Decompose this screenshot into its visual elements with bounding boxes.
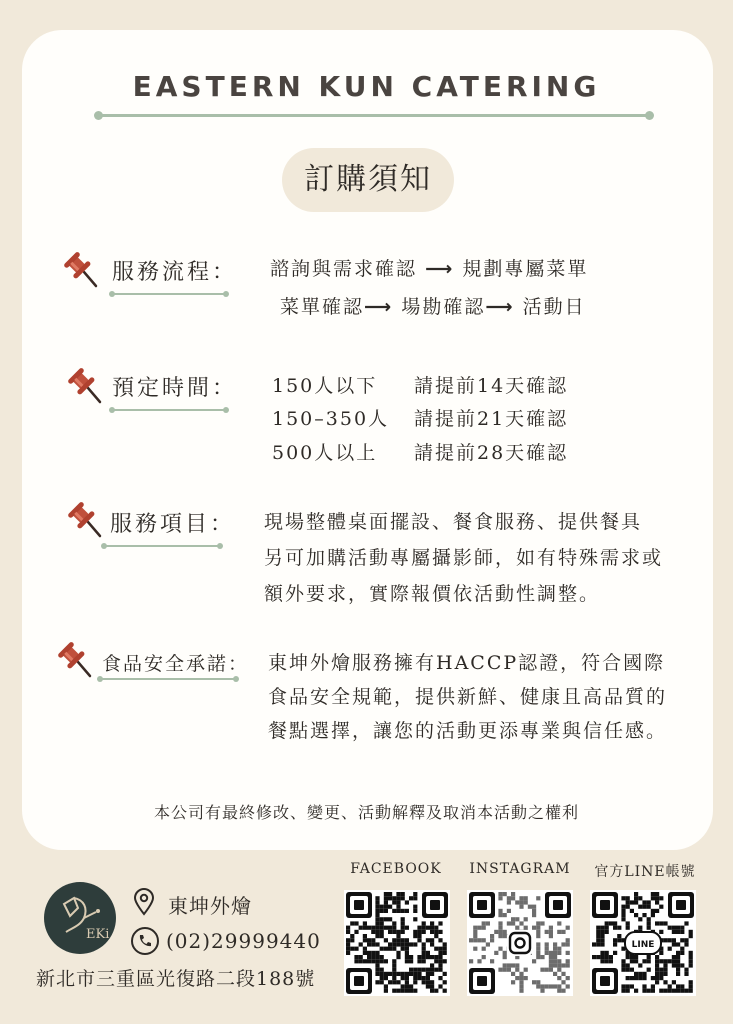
process-line-1 xyxy=(270,254,588,281)
pushpin-icon xyxy=(56,642,96,682)
location-pin-icon xyxy=(132,888,156,916)
process-step: 菜單確認 xyxy=(280,296,365,318)
horse-logo-icon xyxy=(44,882,116,954)
qr-label-facebook: FACEBOOK xyxy=(350,861,442,877)
label-underline xyxy=(100,678,236,680)
process-step: 規劃專屬菜單 xyxy=(462,258,589,280)
company-name: 東坤外燴 xyxy=(168,894,252,918)
safety-label: 食品安全承諾： xyxy=(102,653,250,675)
arrow-icon: ⟶ xyxy=(364,296,394,318)
booking-people: 150–350人 xyxy=(272,408,390,430)
booking-label: 預定時間： xyxy=(112,376,238,401)
disclaimer-notice: 本公司有最終修改、變更、活動解釋及取消本活動之權利 xyxy=(153,803,579,822)
pushpin-icon xyxy=(62,252,102,292)
instagram-qr-code[interactable] xyxy=(467,890,573,996)
label-underline xyxy=(104,545,220,547)
label-underline xyxy=(112,409,226,411)
booking-note: 請提前21天確認 xyxy=(414,408,569,430)
safety-text-line: 東坤外燴服務擁有HACCP認證，符合國際 xyxy=(268,652,666,674)
booking-people: 150人以下 xyxy=(272,375,378,397)
brand-divider xyxy=(98,114,650,117)
safety-text-line: 食品安全規範，提供新鮮、健康且高品質的 xyxy=(268,686,668,708)
qr-label-instagram: INSTAGRAM xyxy=(469,861,571,877)
booking-people: 500人以上 xyxy=(272,442,378,464)
service-text-line: 額外要求，實際報價依活動性調整。 xyxy=(264,583,601,605)
process-label: 服務流程： xyxy=(112,260,238,285)
process-line-2 xyxy=(280,292,586,319)
booking-note: 請提前28天確認 xyxy=(414,442,569,464)
service-text-line: 現場整體桌面擺設、餐食服務、提供餐具 xyxy=(264,511,643,533)
safety-text-line: 餐點選擇，讓您的活動更添專業與信任感。 xyxy=(268,720,668,742)
page-title: 訂購須知 xyxy=(282,148,454,212)
brand-name: EASTERN KUN CATERING xyxy=(132,70,601,103)
label-underline xyxy=(112,293,226,295)
company-logo xyxy=(44,882,116,954)
arrow-icon: ⟶ xyxy=(485,296,515,318)
process-step: 諮詢與需求確認 xyxy=(270,258,418,280)
pushpin-icon xyxy=(66,368,106,408)
logo-text: EKi xyxy=(86,927,110,942)
line-icon-text: LINE xyxy=(631,940,655,950)
address: 新北市三重區光復路二段188號 xyxy=(36,968,316,990)
line-qr-code[interactable] xyxy=(590,890,696,996)
booking-note: 請提前14天確認 xyxy=(414,375,569,397)
facebook-qr-code[interactable] xyxy=(344,890,450,996)
service-text-line: 另可加購活動專屬攝影師，如有特殊需求或 xyxy=(264,547,664,569)
process-step: 活動日 xyxy=(522,296,586,318)
process-step: 場勘確認 xyxy=(401,296,486,318)
phone-icon xyxy=(130,926,160,956)
arrow-icon: ⟶ xyxy=(425,258,455,280)
qr-label-line: 官方LINE帳號 xyxy=(594,864,696,880)
phone-number[interactable]: (02)29999440 xyxy=(166,929,321,953)
service-label: 服務項目： xyxy=(110,512,236,537)
pushpin-icon xyxy=(66,502,106,542)
